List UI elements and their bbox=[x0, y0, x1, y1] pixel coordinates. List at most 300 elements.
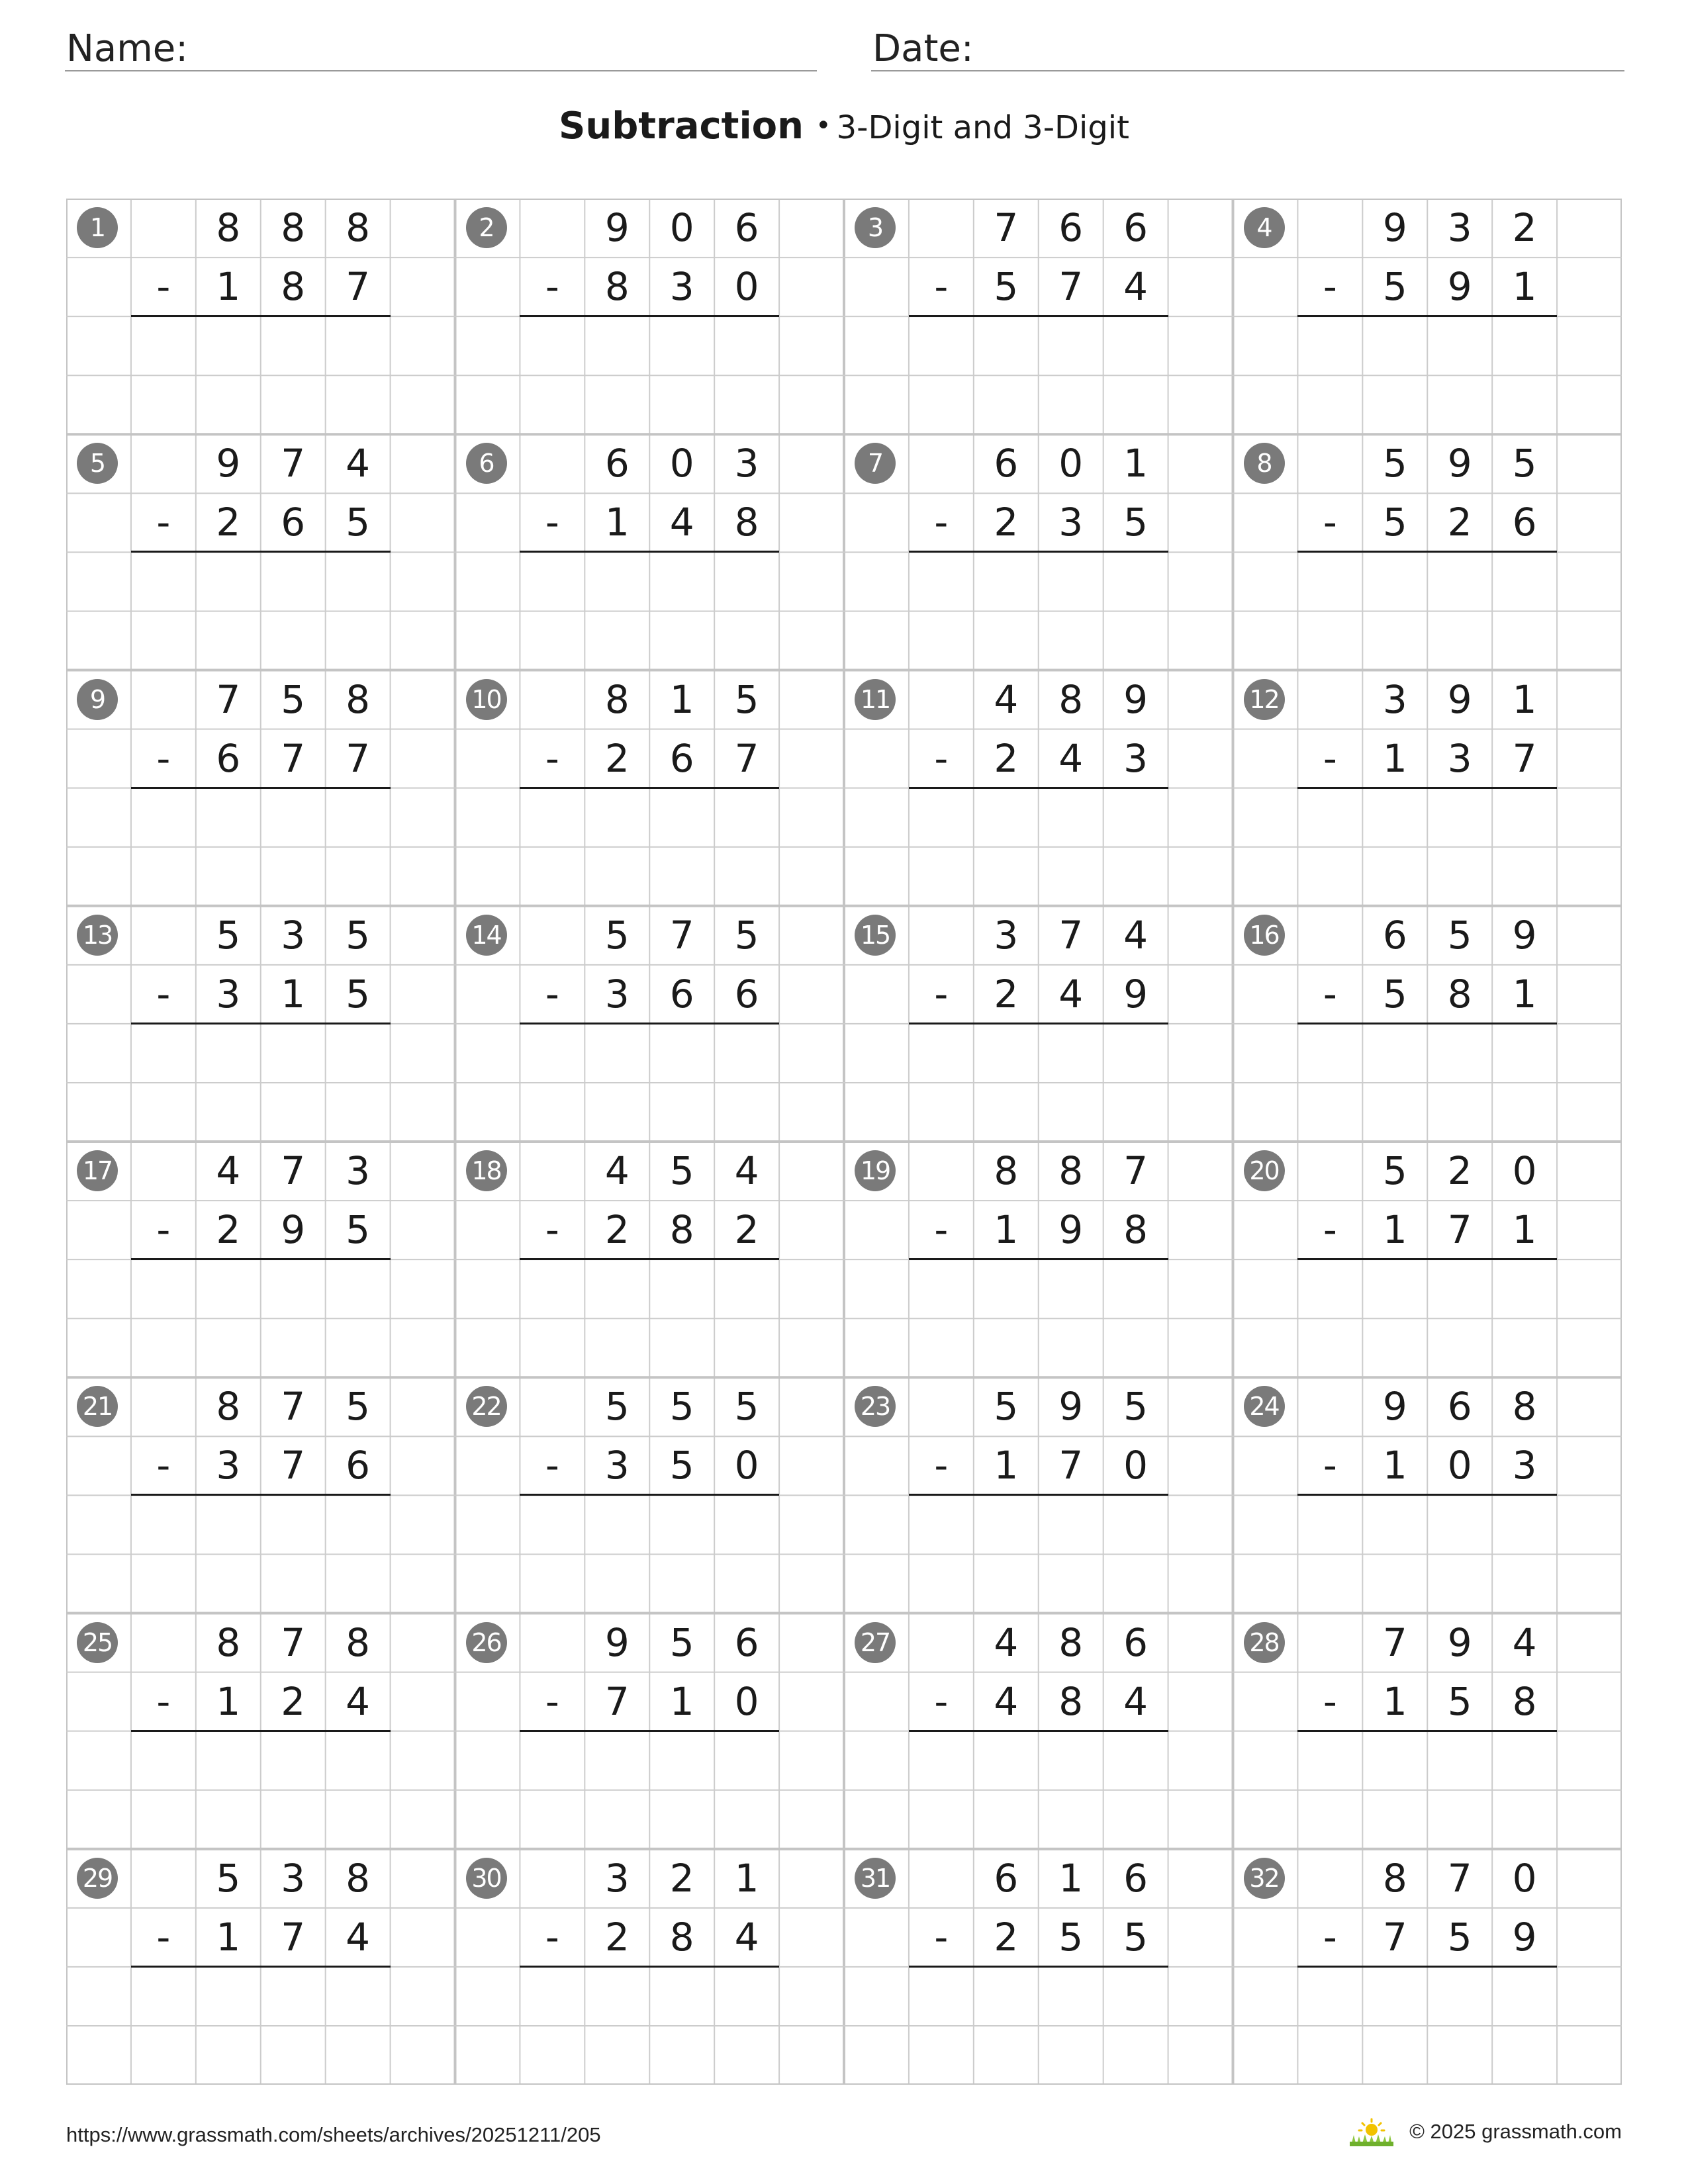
minuend-digit: 3 bbox=[281, 912, 306, 958]
minuend-digit: 9 bbox=[216, 441, 241, 486]
minuend-digit: 5 bbox=[1123, 1384, 1149, 1430]
minus-sign: - bbox=[1323, 1914, 1337, 1960]
problem-26 bbox=[455, 1614, 845, 1849]
problem-7 bbox=[844, 434, 1233, 670]
minus-sign: - bbox=[156, 264, 171, 310]
minuend-digit: 9 bbox=[1123, 676, 1149, 722]
minuend-digit: 5 bbox=[346, 912, 371, 958]
minuend-digit: 3 bbox=[604, 1855, 630, 1901]
minuend-digit: 4 bbox=[216, 1148, 241, 1193]
minuend-digit: 6 bbox=[1447, 1384, 1472, 1430]
subtrahend-digit: 1 bbox=[1382, 1678, 1407, 1724]
subtrahend-digit: 1 bbox=[281, 971, 306, 1017]
minuend-digit: 5 bbox=[1447, 912, 1472, 958]
subtrahend-digit: 9 bbox=[1447, 264, 1472, 310]
problem-32 bbox=[1233, 1849, 1622, 2085]
subtrahend-digit: 5 bbox=[346, 971, 371, 1017]
problem-20 bbox=[1233, 1142, 1622, 1377]
problem-6 bbox=[455, 434, 845, 670]
minus-sign: - bbox=[934, 500, 949, 545]
minuend-digit: 1 bbox=[734, 1855, 759, 1901]
answer-space[interactable] bbox=[131, 788, 391, 906]
problem-25 bbox=[66, 1614, 455, 1849]
minuend-digit: 3 bbox=[281, 1855, 306, 1901]
answer-space[interactable] bbox=[1297, 1967, 1557, 2085]
minuend-digit: 0 bbox=[1512, 1855, 1537, 1901]
answer-space[interactable] bbox=[131, 1495, 391, 1613]
minuend-digit: 5 bbox=[1382, 441, 1407, 486]
problem-number-badge: 20 bbox=[1244, 1150, 1285, 1191]
title-bullet: • bbox=[815, 111, 831, 141]
answer-space[interactable] bbox=[1297, 1731, 1557, 1849]
problem-number-badge: 26 bbox=[466, 1622, 507, 1663]
answer-space[interactable] bbox=[131, 552, 391, 670]
answer-space[interactable] bbox=[909, 316, 1168, 434]
problem-number-badge: 31 bbox=[855, 1858, 896, 1899]
minus-sign: - bbox=[545, 735, 559, 781]
minus-sign: - bbox=[545, 264, 559, 310]
problem-number-badge: 8 bbox=[1244, 443, 1285, 484]
problem-number-badge: 12 bbox=[1244, 679, 1285, 720]
problem-10 bbox=[455, 670, 845, 906]
answer-space[interactable] bbox=[131, 1259, 391, 1377]
answer-space[interactable] bbox=[520, 1967, 779, 2085]
problem-number-badge: 13 bbox=[77, 915, 118, 956]
subtrahend-digit: 9 bbox=[1512, 1914, 1537, 1960]
subtrahend-digit: 0 bbox=[734, 1678, 759, 1724]
minuend-digit: 7 bbox=[1058, 912, 1084, 958]
subtrahend-digit: 3 bbox=[1123, 735, 1149, 781]
minuend-digit: 5 bbox=[669, 1384, 694, 1430]
minuend-digit: 5 bbox=[604, 912, 630, 958]
minus-sign: - bbox=[545, 1207, 559, 1253]
subtrahend-digit: 7 bbox=[1512, 735, 1537, 781]
subtrahend-digit: 6 bbox=[346, 1443, 371, 1488]
problem-number-badge: 30 bbox=[466, 1858, 507, 1899]
problem-23 bbox=[844, 1377, 1233, 1613]
answer-space[interactable] bbox=[1297, 788, 1557, 906]
problem-3 bbox=[844, 199, 1233, 434]
subtrahend-digit: 1 bbox=[669, 1678, 694, 1724]
subtrahend-digit: 5 bbox=[1123, 500, 1149, 545]
subtrahend-digit: 7 bbox=[346, 264, 371, 310]
date-label: Date: bbox=[872, 27, 974, 70]
minus-sign: - bbox=[156, 971, 171, 1017]
problem-number-badge: 18 bbox=[466, 1150, 507, 1191]
subtrahend-digit: 1 bbox=[216, 1678, 241, 1724]
subtrahend-digit: 2 bbox=[216, 1207, 241, 1253]
minuend-digit: 4 bbox=[994, 1619, 1019, 1665]
subtrahend-digit: 7 bbox=[604, 1678, 630, 1724]
problem-number-badge: 16 bbox=[1244, 915, 1285, 956]
minuend-digit: 8 bbox=[216, 1619, 241, 1665]
subtrahend-digit: 2 bbox=[604, 1207, 630, 1253]
subtrahend-digit: 2 bbox=[734, 1207, 759, 1253]
subtrahend-digit: 1 bbox=[604, 500, 630, 545]
subtrahend-digit: 1 bbox=[1382, 1443, 1407, 1488]
problem-28 bbox=[1233, 1614, 1622, 1849]
subtrahend-digit: 0 bbox=[734, 1443, 759, 1488]
subtrahend-digit: 4 bbox=[669, 500, 694, 545]
minuend-digit: 5 bbox=[734, 676, 759, 722]
minuend-digit: 3 bbox=[1382, 676, 1407, 722]
answer-space[interactable] bbox=[1297, 552, 1557, 670]
subtrahend-digit: 0 bbox=[1123, 1443, 1149, 1488]
subtrahend-digit: 5 bbox=[1382, 264, 1407, 310]
minuend-digit: 1 bbox=[1123, 441, 1149, 486]
subtrahend-digit: 5 bbox=[1058, 1914, 1084, 1960]
subtrahend-digit: 8 bbox=[734, 500, 759, 545]
problem-number-badge: 22 bbox=[466, 1386, 507, 1427]
subtrahend-digit: 0 bbox=[734, 264, 759, 310]
minuend-digit: 5 bbox=[604, 1384, 630, 1430]
subtrahend-digit: 2 bbox=[994, 500, 1019, 545]
minuend-digit: 2 bbox=[1447, 1148, 1472, 1193]
minuend-digit: 3 bbox=[1447, 205, 1472, 250]
subtrahend-digit: 9 bbox=[1123, 971, 1149, 1017]
answer-space[interactable] bbox=[909, 1731, 1168, 1849]
minuend-digit: 0 bbox=[669, 441, 694, 486]
minuend-digit: 9 bbox=[604, 205, 630, 250]
subtrahend-digit: 3 bbox=[1512, 1443, 1537, 1488]
minuend-digit: 8 bbox=[1058, 1619, 1084, 1665]
subtrahend-digit: 6 bbox=[669, 971, 694, 1017]
minuend-digit: 4 bbox=[734, 1148, 759, 1193]
answer-space[interactable] bbox=[909, 1259, 1168, 1377]
subtrahend-digit: 9 bbox=[281, 1207, 306, 1253]
minuend-digit: 8 bbox=[281, 205, 306, 250]
minus-sign: - bbox=[545, 500, 559, 545]
subtrahend-digit: 4 bbox=[1058, 735, 1084, 781]
problem-number-badge: 1 bbox=[77, 207, 118, 248]
minus-sign: - bbox=[934, 1678, 949, 1724]
answer-space[interactable] bbox=[1297, 1024, 1557, 1142]
answer-space[interactable] bbox=[909, 1024, 1168, 1142]
minuend-digit: 5 bbox=[994, 1384, 1019, 1430]
subtrahend-digit: 5 bbox=[1382, 500, 1407, 545]
problem-number-badge: 29 bbox=[77, 1858, 118, 1899]
subtrahend-digit: 7 bbox=[1382, 1914, 1407, 1960]
minuend-digit: 5 bbox=[281, 676, 306, 722]
answer-space[interactable] bbox=[520, 552, 779, 670]
problem-number-badge: 3 bbox=[855, 207, 896, 248]
answer-space[interactable] bbox=[520, 1024, 779, 1142]
minus-sign: - bbox=[934, 264, 949, 310]
minuend-digit: 9 bbox=[1058, 1384, 1084, 1430]
minus-sign: - bbox=[156, 1207, 171, 1253]
minuend-digit: 8 bbox=[1058, 1148, 1084, 1193]
answer-space[interactable] bbox=[909, 1495, 1168, 1613]
answer-space[interactable] bbox=[131, 1024, 391, 1142]
minuend-digit: 9 bbox=[1382, 1384, 1407, 1430]
minuend-digit: 4 bbox=[1123, 912, 1149, 958]
minuend-digit: 7 bbox=[281, 1384, 306, 1430]
subtrahend-digit: 3 bbox=[216, 1443, 241, 1488]
problem-8 bbox=[1233, 434, 1622, 670]
subtrahend-digit: 4 bbox=[346, 1678, 371, 1724]
subtrahend-digit: 6 bbox=[216, 735, 241, 781]
minuend-digit: 4 bbox=[346, 441, 371, 486]
subtrahend-digit: 5 bbox=[1447, 1678, 1472, 1724]
name-label: Name: bbox=[66, 27, 189, 70]
answer-space[interactable] bbox=[909, 552, 1168, 670]
problem-11 bbox=[844, 670, 1233, 906]
minuend-digit: 5 bbox=[669, 1148, 694, 1193]
subtrahend-digit: 1 bbox=[216, 1914, 241, 1960]
minuend-digit: 5 bbox=[734, 912, 759, 958]
problem-number-badge: 17 bbox=[77, 1150, 118, 1191]
subtrahend-digit: 8 bbox=[1123, 1207, 1149, 1253]
minuend-digit: 7 bbox=[1123, 1148, 1149, 1193]
minuend-digit: 0 bbox=[1058, 441, 1084, 486]
minuend-digit: 9 bbox=[1447, 1619, 1472, 1665]
subtrahend-digit: 4 bbox=[734, 1914, 759, 1960]
minuend-digit: 2 bbox=[1512, 205, 1537, 250]
minus-sign: - bbox=[156, 1678, 171, 1724]
subtrahend-digit: 8 bbox=[281, 264, 306, 310]
problem-number-badge: 11 bbox=[855, 679, 896, 720]
subtrahend-digit: 5 bbox=[1447, 1914, 1472, 1960]
subtrahend-digit: 6 bbox=[734, 971, 759, 1017]
minuend-digit: 8 bbox=[1512, 1384, 1537, 1430]
title-subtitle: 3-Digit and 3-Digit bbox=[836, 109, 1129, 146]
minuend-digit: 8 bbox=[346, 676, 371, 722]
problem-number-badge: 27 bbox=[855, 1622, 896, 1663]
problem-number-badge: 19 bbox=[855, 1150, 896, 1191]
minuend-digit: 5 bbox=[669, 1619, 694, 1665]
answer-space[interactable] bbox=[1297, 1259, 1557, 1377]
worksheet-title bbox=[0, 105, 1688, 148]
answer-space[interactable] bbox=[520, 1259, 779, 1377]
answer-space[interactable] bbox=[1297, 1495, 1557, 1613]
subtrahend-digit: 7 bbox=[1058, 1443, 1084, 1488]
subtrahend-digit: 1 bbox=[1512, 1207, 1537, 1253]
problem-number-badge: 6 bbox=[466, 443, 507, 484]
subtrahend-digit: 8 bbox=[669, 1914, 694, 1960]
minuend-digit: 6 bbox=[604, 441, 630, 486]
problem-5 bbox=[66, 434, 455, 670]
problem-number-badge: 32 bbox=[1244, 1858, 1285, 1899]
title-main: Subtraction bbox=[559, 105, 804, 148]
minus-sign: - bbox=[545, 1443, 559, 1488]
minuend-digit: 0 bbox=[669, 205, 694, 250]
subtrahend-digit: 7 bbox=[281, 1914, 306, 1960]
subtrahend-digit: 8 bbox=[669, 1207, 694, 1253]
subtrahend-digit: 4 bbox=[1058, 971, 1084, 1017]
subtrahend-digit: 5 bbox=[346, 500, 371, 545]
subtrahend-digit: 8 bbox=[1512, 1678, 1537, 1724]
subtrahend-digit: 0 bbox=[1447, 1443, 1472, 1488]
subtrahend-digit: 4 bbox=[1123, 264, 1149, 310]
minuend-digit: 3 bbox=[994, 912, 1019, 958]
subtrahend-digit: 1 bbox=[1382, 1207, 1407, 1253]
minuend-digit: 9 bbox=[1447, 676, 1472, 722]
minuend-digit: 3 bbox=[346, 1148, 371, 1193]
minuend-digit: 3 bbox=[734, 441, 759, 486]
subtrahend-digit: 5 bbox=[669, 1443, 694, 1488]
subtrahend-digit: 7 bbox=[281, 735, 306, 781]
subtrahend-digit: 2 bbox=[281, 1678, 306, 1724]
answer-space[interactable] bbox=[909, 788, 1168, 906]
minus-sign: - bbox=[1323, 1207, 1337, 1253]
minus-sign: - bbox=[934, 1443, 949, 1488]
minuend-digit: 6 bbox=[1123, 205, 1149, 250]
subtrahend-digit: 6 bbox=[1512, 500, 1537, 545]
minuend-digit: 9 bbox=[604, 1619, 630, 1665]
minus-sign: - bbox=[545, 1914, 559, 1960]
subtrahend-digit: 1 bbox=[994, 1207, 1019, 1253]
minuend-digit: 7 bbox=[216, 676, 241, 722]
minuend-digit: 6 bbox=[1123, 1619, 1149, 1665]
problem-number-badge: 23 bbox=[855, 1386, 896, 1427]
subtrahend-digit: 7 bbox=[1447, 1207, 1472, 1253]
subtrahend-digit: 3 bbox=[604, 1443, 630, 1488]
minus-sign: - bbox=[1323, 1678, 1337, 1724]
problem-31 bbox=[844, 1849, 1233, 2085]
minuend-digit: 7 bbox=[669, 912, 694, 958]
minus-sign: - bbox=[1323, 971, 1337, 1017]
answer-space[interactable] bbox=[520, 788, 779, 906]
problem-14 bbox=[455, 906, 845, 1142]
minuend-digit: 8 bbox=[1058, 676, 1084, 722]
minus-sign: - bbox=[1323, 500, 1337, 545]
minuend-digit: 6 bbox=[734, 205, 759, 250]
footer-url[interactable]: https://www.grassmath.com/sheets/archives/20251211/205 bbox=[66, 2123, 601, 2146]
problem-number-badge: 10 bbox=[466, 679, 507, 720]
minuend-digit: 8 bbox=[346, 1619, 371, 1665]
minuend-digit: 5 bbox=[1512, 441, 1537, 486]
problem-number-badge: 7 bbox=[855, 443, 896, 484]
answer-space[interactable] bbox=[520, 1495, 779, 1613]
problem-21 bbox=[66, 1377, 455, 1613]
subtrahend-digit: 2 bbox=[604, 735, 630, 781]
minuend-digit: 9 bbox=[1512, 912, 1537, 958]
problem-number-badge: 24 bbox=[1244, 1386, 1285, 1427]
minuend-digit: 7 bbox=[1447, 1855, 1472, 1901]
subtrahend-digit: 3 bbox=[216, 971, 241, 1017]
minuend-digit: 1 bbox=[669, 676, 694, 722]
problem-24 bbox=[1233, 1377, 1622, 1613]
answer-space[interactable] bbox=[131, 1967, 391, 2085]
subtrahend-digit: 1 bbox=[1512, 971, 1537, 1017]
minuend-digit: 6 bbox=[1382, 912, 1407, 958]
subtrahend-digit: 2 bbox=[1447, 500, 1472, 545]
problem-30 bbox=[455, 1849, 845, 2085]
subtrahend-digit: 1 bbox=[1512, 264, 1537, 310]
minuend-digit: 8 bbox=[216, 205, 241, 250]
answer-space[interactable] bbox=[520, 1731, 779, 1849]
subtrahend-digit: 6 bbox=[281, 500, 306, 545]
subtrahend-digit: 1 bbox=[1382, 735, 1407, 781]
problem-number-badge: 28 bbox=[1244, 1622, 1285, 1663]
subtrahend-digit: 8 bbox=[1447, 971, 1472, 1017]
subtrahend-digit: 1 bbox=[994, 1443, 1019, 1488]
minuend-digit: 6 bbox=[1123, 1855, 1149, 1901]
minus-sign: - bbox=[156, 735, 171, 781]
minus-sign: - bbox=[934, 1207, 949, 1253]
minuend-digit: 9 bbox=[1382, 205, 1407, 250]
problem-2 bbox=[455, 199, 845, 434]
answer-space[interactable] bbox=[520, 316, 779, 434]
minus-sign: - bbox=[156, 1914, 171, 1960]
minuend-digit: 8 bbox=[216, 1384, 241, 1430]
subtrahend-digit: 3 bbox=[1447, 735, 1472, 781]
subtrahend-digit: 7 bbox=[734, 735, 759, 781]
subtrahend-digit: 3 bbox=[1058, 500, 1084, 545]
minus-sign: - bbox=[156, 500, 171, 545]
answer-space[interactable] bbox=[909, 1967, 1168, 2085]
minuend-digit: 9 bbox=[1447, 441, 1472, 486]
subtrahend-digit: 4 bbox=[994, 1678, 1019, 1724]
minuend-digit: 7 bbox=[1382, 1619, 1407, 1665]
subtrahend-digit: 5 bbox=[1123, 1914, 1149, 1960]
subtrahend-digit: 6 bbox=[669, 735, 694, 781]
minuend-digit: 5 bbox=[346, 1384, 371, 1430]
minuend-digit: 1 bbox=[1512, 676, 1537, 722]
problem-15 bbox=[844, 906, 1233, 1142]
minus-sign: - bbox=[1323, 735, 1337, 781]
subtrahend-digit: 5 bbox=[994, 264, 1019, 310]
subtrahend-digit: 7 bbox=[1058, 264, 1084, 310]
minuend-digit: 8 bbox=[1382, 1855, 1407, 1901]
grass-sun-logo-icon bbox=[1348, 2116, 1395, 2147]
minuend-digit: 1 bbox=[1058, 1855, 1084, 1901]
answer-space[interactable] bbox=[131, 1731, 391, 1849]
subtrahend-digit: 4 bbox=[346, 1914, 371, 1960]
name-field[interactable] bbox=[65, 24, 817, 71]
answer-space[interactable] bbox=[131, 316, 391, 434]
minuend-digit: 7 bbox=[994, 205, 1019, 250]
problem-number-badge: 4 bbox=[1244, 207, 1285, 248]
minuend-digit: 8 bbox=[994, 1148, 1019, 1193]
subtrahend-digit: 7 bbox=[281, 1443, 306, 1488]
subtrahend-digit: 2 bbox=[994, 735, 1019, 781]
subtrahend-digit: 8 bbox=[604, 264, 630, 310]
minuend-digit: 8 bbox=[604, 676, 630, 722]
minuend-digit: 5 bbox=[734, 1384, 759, 1430]
problem-number-badge: 25 bbox=[77, 1622, 118, 1663]
problem-12 bbox=[1233, 670, 1622, 906]
minus-sign: - bbox=[934, 971, 949, 1017]
minuend-digit: 5 bbox=[216, 1855, 241, 1901]
date-field[interactable] bbox=[871, 24, 1624, 71]
minus-sign: - bbox=[934, 735, 949, 781]
problem-grid bbox=[66, 199, 1622, 2085]
minus-sign: - bbox=[934, 1914, 949, 1960]
minuend-digit: 4 bbox=[604, 1148, 630, 1193]
subtrahend-digit: 3 bbox=[669, 264, 694, 310]
minuend-digit: 0 bbox=[1512, 1148, 1537, 1193]
answer-space[interactable] bbox=[1297, 316, 1557, 434]
problem-27 bbox=[844, 1614, 1233, 1849]
minuend-digit: 6 bbox=[994, 1855, 1019, 1901]
problem-13 bbox=[66, 906, 455, 1142]
minuend-digit: 8 bbox=[346, 1855, 371, 1901]
subtrahend-digit: 2 bbox=[994, 1914, 1019, 1960]
problem-number-badge: 21 bbox=[77, 1386, 118, 1427]
problem-4 bbox=[1233, 199, 1622, 434]
problem-number-badge: 9 bbox=[77, 679, 118, 720]
minuend-digit: 5 bbox=[216, 912, 241, 958]
problem-17 bbox=[66, 1142, 455, 1377]
problem-1 bbox=[66, 199, 455, 434]
minuend-digit: 6 bbox=[994, 441, 1019, 486]
subtrahend-digit: 5 bbox=[1382, 971, 1407, 1017]
problem-number-badge: 2 bbox=[466, 207, 507, 248]
subtrahend-digit: 1 bbox=[216, 264, 241, 310]
minuend-digit: 6 bbox=[1058, 205, 1084, 250]
subtrahend-digit: 4 bbox=[1123, 1678, 1149, 1724]
